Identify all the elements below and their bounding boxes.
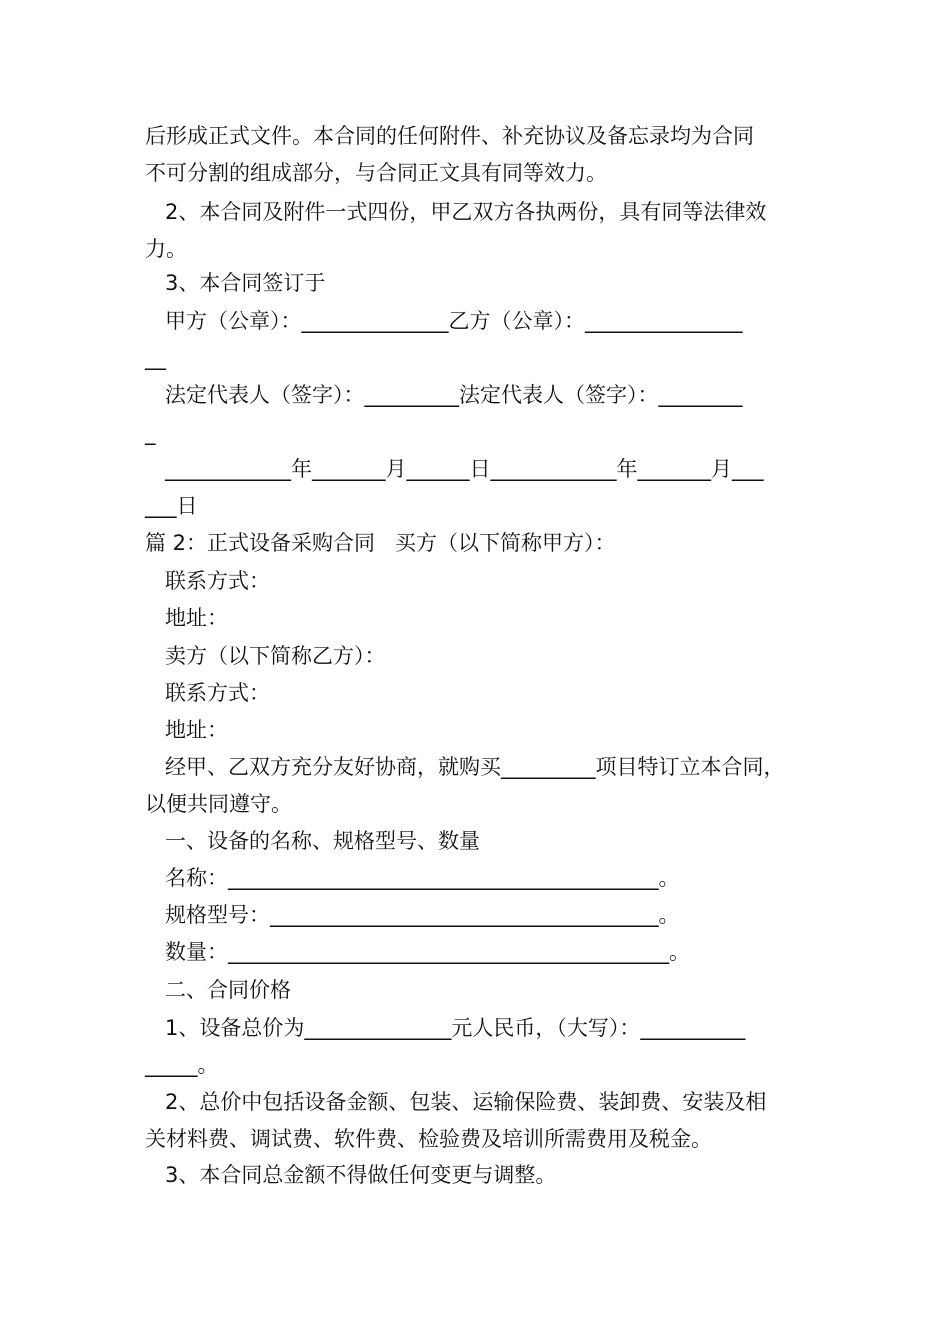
text-line: 规格型号：_____________________________________。 <box>165 903 680 927</box>
text-line: 地址： <box>165 606 228 630</box>
text-line: 名称：_________________________________________。 <box>165 866 680 890</box>
text-line: 3、本合同签订于 <box>165 271 326 295</box>
text-line: 2、本合同及附件一式四份，甲乙双方各执两份，具有同等法律效 <box>165 200 767 224</box>
text-line: 2、总价中包括设备金额、包装、运输保险费、装卸费、安装及相 <box>165 1090 767 1114</box>
text-line: 1、设备总价为______________元人民币，（大写）：__________ <box>165 1016 746 1040</box>
text-line: 联系方式： <box>165 681 270 705</box>
text-line: __ <box>145 346 166 370</box>
date-line: ____________年_______月______日____________年_______月___ <box>165 457 764 481</box>
text-line: 联系方式： <box>165 569 270 593</box>
text-line: 经甲、乙双方充分友好协商，就购买_________项目特订立本合同， <box>165 755 785 779</box>
text-line: _____。 <box>145 1053 219 1077</box>
signature-line-representative: 法定代表人（签字）：_________法定代表人（签字）：________ <box>165 383 743 407</box>
text-line: 不可分割的组成部分，与合同正文具有同等效力。 <box>145 161 607 185</box>
section-heading: 篇 2：正式设备采购合同 买方（以下简称甲方）： <box>145 531 616 555</box>
section-heading: 二、合同价格 <box>165 978 291 1002</box>
signature-line-party: 甲方（公章）：______________乙方（公章）：_______________ <box>165 309 743 333</box>
text-line: _ <box>145 421 156 445</box>
text-line: 力。 <box>145 237 187 261</box>
text-line: 数量：__________________________________________。 <box>165 940 690 964</box>
text-line: ___日 <box>145 494 198 518</box>
text-line: 卖方（以下简称乙方）： <box>165 644 386 668</box>
section-heading: 一、设备的名称、规格型号、数量 <box>165 829 480 853</box>
text-line: 3、本合同总金额不得做任何变更与调整。 <box>165 1163 557 1187</box>
text-line: 地址： <box>165 718 228 742</box>
text-line: 关材料费、调试费、软件费、检验费及培训所需费用及税金。 <box>145 1127 712 1151</box>
text-line: 后形成正式文件。本合同的任何附件、补充协议及备忘录均为合同 <box>145 124 754 148</box>
text-line: 以便共同遵守。 <box>145 792 292 816</box>
